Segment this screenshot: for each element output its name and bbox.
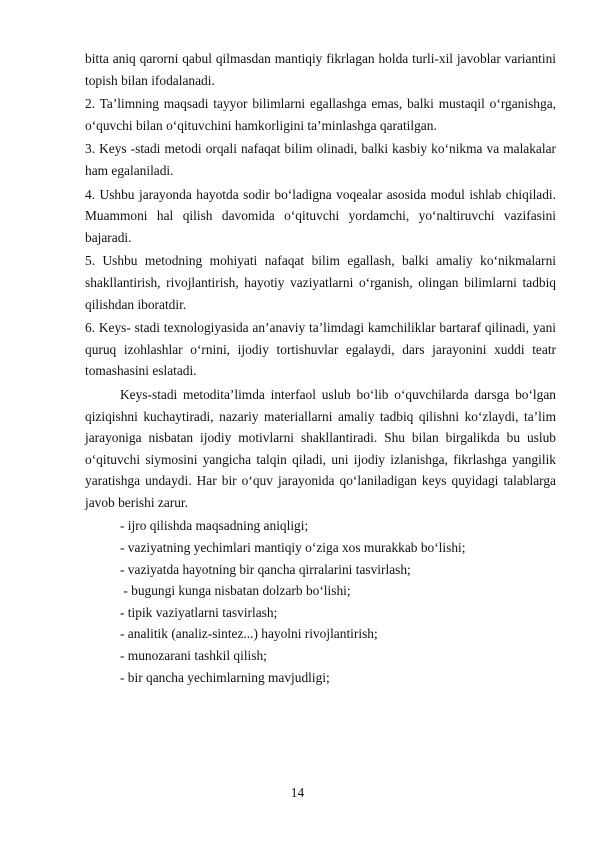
list-item: - analitik (analiz-sintez...) hayolni rivojlantirish; [120,626,378,642]
paragraph-4: 4. Ushbu jarayonda hayotda sodir bo‘ladigna voqealar asosida modul ishlab chiqiladi. Muammoni hal qilish davomida o‘qituvchi yordamchi, yo‘naltiruvchi vazifasini bajaradi. [85,186,556,245]
paragraph-6: 6. Keys- stadi texnologiyasida an’anaviy ta’limdagi kamchiliklar bartaraf qilinadi, yani quruq izohlashlar o‘rnini, ijodiy tortishuvlar egalaydi, dars jarayonini xuddi teatr tomashasini eslatadi. [85,320,556,379]
list-item: - ijro qilishda maqsadning aniqligi; [120,518,309,534]
page-number: 14 [290,785,305,800]
paragraph-7: Keys-stadi metodita’limda interfaol uslub bo‘lib o‘quvchilarda darsga bo‘lgan qiziqishni kuchaytiradi, nazariy materiallarni amaliy tadbiq qilishni ko‘zlaydi, ta’lim jarayoniga nisbatan ijodiy motivlarni shakllantiradi. Shu bilan birgalikda bu uslub o‘qituvchi siymosini yangicha talqin qiladi, uni ijodiy izlanishga, fikrlashga yangilik yaratishga undaydi. Har bir o‘quv jarayonida qo‘laniladigan keys quyidagi talablarga javob berishi zarur. [85,386,556,510]
list-item: - vaziyatning yechimlari mantiqiy o‘ziga xos murakkab bo‘lishi; [120,540,466,556]
paragraph-2: 2. Ta’limning maqsadi tayyor bilimlarni egallashga emas, balki mustaqil o‘rganishga, o‘quvchi bilan o‘qituvchini hamkorligini ta’minlashga qaratilgan. [85,96,556,133]
list-item: - vaziyatda hayotning bir qancha qirralarini tasvirlash; [120,561,411,577]
paragraph-1: bitta aniq qarorni qabul qilmasdan mantiqiy fikrlagan holda turli-xil javoblar variantini topish bilan ifodalanadi. [85,51,556,88]
list-item: - bir qancha yechimlarning mavjudligi; [120,669,330,685]
paragraph-3: 3. Keys -stadi metodi orqali nafaqat bilim olinadi, balki kasbiy ko‘nikma va malakalar ham egalaniladi. [85,141,556,178]
list-item: - tipik vaziyatlarni tasvirlash; [120,604,278,620]
requirements-list [85,515,556,688]
list-item: - munozarani tashkil qilish; [120,648,267,664]
document-body [85,48,556,688]
paragraph-5: 5. Ushbu metodning mohiyati nafaqat bilim egallash, balki amaliy ko‘nikmalarni shakllantirish, rivojlantirish, hayotiy vaziyatlarni o‘rganish, olingan bilimlarni tadbiq qilishdan iboratdir. [85,253,556,312]
list-item: - bugungi kunga nisbatan dolzarb bo‘lishi; [120,583,351,599]
